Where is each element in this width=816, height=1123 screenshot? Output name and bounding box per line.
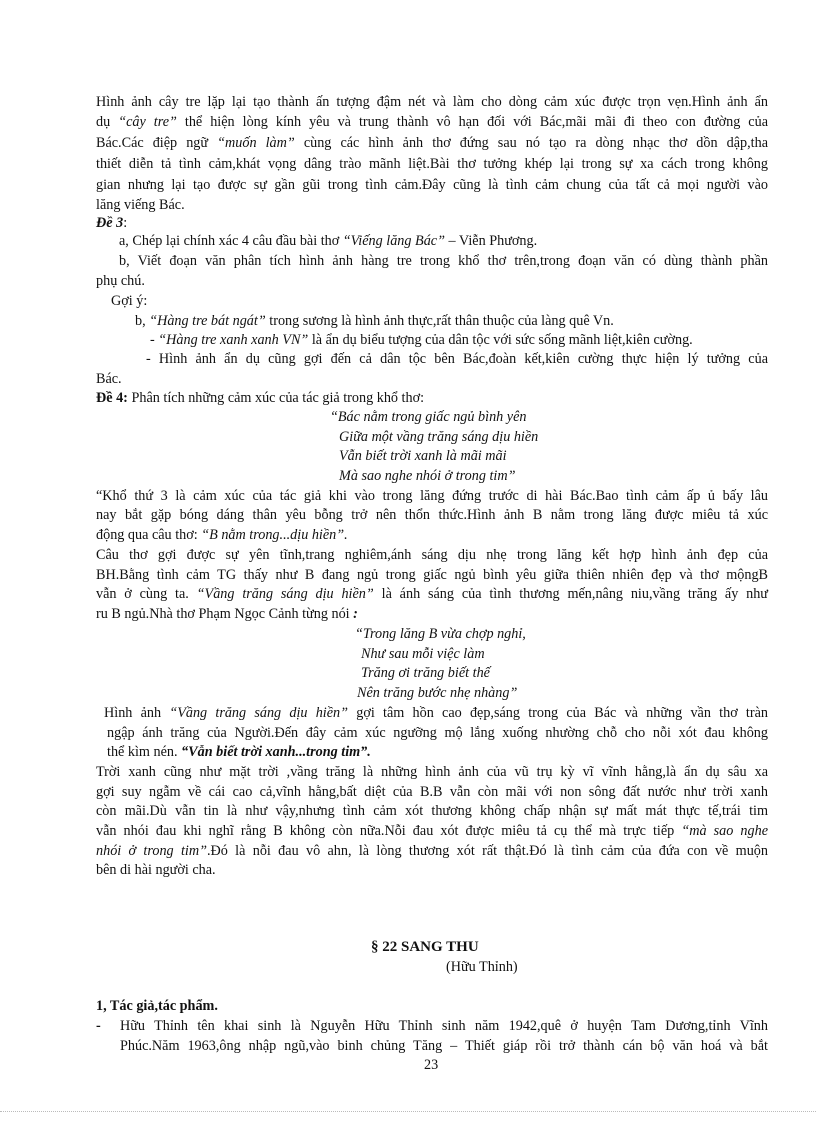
poem-line: Mà sao nghe nhói ở trong tim” [339,468,516,484]
de4-p5: BH.Bằng tình cảm TG thấy như B đang ngủ trong giấc ngủ bình yêu giữa thiên nhiên đẹp và thơ mộngB [96,567,768,583]
de3-b-line2: phụ chú. [96,273,145,289]
text: là ẩn dụ biểu tượng của dân tộc với sức sống mãnh liệt,kiên cường. [308,332,693,348]
de3-goiy-4: Bác. [96,371,122,387]
poem-line: Vẫn biết trời xanh là mãi mãi [339,448,507,464]
de4-p1: “Khổ thứ 3 là cảm xúc của tác giả khi vào trong lăng đứng trước di hài Bác.Bao tình cảm ấp ủ bấy lâu [96,488,768,504]
italic-quote: nhói ở trong tim” [96,843,207,859]
poem-line: Như sau mỗi việc làm [361,646,485,662]
text: trong sương là hình ảnh thực,rất thân thuộc của làng quê Vn. [265,313,614,329]
para1-line5: gian nhưng lại tạo được sự gần gũi trong tình cảm.Đây cũng là tình cảm chung của tất cả mọi người vào [96,177,768,193]
text: vẫn ở cùng ta. [96,586,197,602]
italic-quote: “Hàng tre bát ngát” [149,313,266,329]
para1-line2 [96,113,768,132]
text: Bác.Các điệp ngữ [96,135,218,151]
text: thể kìm nén. [107,744,182,760]
page-number: 23 [424,1057,439,1073]
heading: Đề 4: [96,390,128,406]
para1-line1: Hình ảnh cây tre lặp lại tạo thành ấn tượng đậm nét và làm cho dòng cảm xúc được trọn vẹn.Hình ảnh ẩn [96,94,768,110]
italic-quote: “Vẫn biết trời xanh...trong tim”. [181,744,371,760]
poem-line: “Trong lăng B vừa chợp nghỉ, [355,626,526,642]
text: : [353,606,358,622]
de4-r4 [96,822,768,841]
italic-quote: “Vầng trăng sáng dịu hiền” [169,705,349,721]
page-footer-divider [0,1111,816,1112]
italic-quote: “Hàng tre xanh xanh VN” [158,332,309,348]
poem-line: Nên trăng bước nhẹ nhàng” [357,685,518,701]
de4-r3: còn mãi.Dù vẫn tin là như vậy,nhưng tình cảm xót thương không chấp nhận sự mất mát thực tế,trái tim [96,803,768,819]
bullet: - [96,1018,101,1034]
de4-r6: bên di hài người cha. [96,862,216,878]
text: a, Chép lại chính xác 4 câu đầu bài thơ [119,233,343,249]
text: ru B ngủ.Nhà thơ Phạm Ngọc Cảnh từng nói [96,606,354,622]
de3-goiy-b [135,312,807,331]
text: Phân tích những cảm xúc của tác giả trong khổ thơ: [127,390,425,406]
de3-b-line1: b, Viết đoạn văn phân tích hình ảnh hàng tre trong khổ thơ trên,trong đoạn văn có dùng thành phần [119,253,768,269]
poem-line: Giữa một vầng trăng sáng dịu hiền [339,429,539,445]
de4-heading [96,389,768,408]
de4-p6 [96,585,768,604]
de4-p7 [96,605,768,624]
section-author: (Hữu Thỉnh) [446,959,518,975]
de4-r5 [96,842,768,861]
italic-quote: “mà sao nghe [681,823,768,839]
text: vẫn nhói đau khi nghĩ rằng B không còn nữa.Nỗi đau xót được miêu tả cụ thể mà trực tiếp [96,823,682,839]
heading: Đề 3 [96,215,124,231]
de3-goiy-3: - Hình ảnh ẩn dụ cũng gợi đến cả dân tộc bên Bác,đoàn kết,kiên cường thực hiện lý tưởng của [146,351,768,367]
poem-line: Trăng ơi trăng biết thế [361,665,490,681]
section-line2: Phúc.Năm 1963,ông nhập ngũ,vào binh chủng Tăng – Thiết giáp rồi trở thành cán bộ văn hoá và bắt [120,1038,768,1054]
text: b, [135,313,150,329]
italic-quote: “Vầng trăng sáng dịu hiền” [196,586,374,602]
text: là ánh sáng của tình thương mến,nâng niu,vầng trăng ấy như [373,586,768,602]
text: .Đó là nỗi đau vô ahn, là lòng thương xót rất thật.Đó là tình cảm của đứa con về muộn [206,843,768,859]
de4-q3 [107,743,779,762]
de4-p3 [96,526,768,545]
italic-quote: “Viếng lăng Bác” [342,233,445,249]
text: dụ [96,114,119,130]
italic-quote: “cây tre” [118,114,177,130]
text: : [123,215,128,231]
de4-r1: Trời xanh cũng như mặt trời ,vầng trăng là những hình ảnh của vũ trụ kỳ vĩ vĩnh hằng,là ẩn dụ sâu xa [96,764,768,780]
text: thể hiện lòng kính yêu và trung thành vô hạn đối với Bác,mãi mãi đi theo con đường của [176,114,768,130]
text: – Viễn Phương. [445,233,538,249]
text: - [150,332,159,348]
de4-p2: nay bắt gặp bóng dáng thân yêu bỗng trở nên thổn thức.Hình ảnh B nằm trong lăng được miêu tả xúc [96,507,768,523]
de4-q2: ngập ánh trăng của Người.Đến đây cảm xúc ngưỡng mộ lắng xuống nhường chỗ cho nỗi xót đau không [107,725,768,741]
de4-q1 [104,704,768,723]
section-heading-1: 1, Tác giả,tác phẩm. [96,998,218,1014]
para1-line6: lăng viếng Bác. [96,197,185,213]
text: cùng các hình ảnh thơ đứng sau nó tạo ra dòng nhạc thơ dồn dập,tha [294,135,768,151]
text: Hình ảnh [104,705,170,721]
italic-quote: “B nằm trong...dịu hiền”. [201,527,348,543]
de3-goiy-2 [150,331,816,350]
text: động qua câu thơ: [96,527,202,543]
italic-quote: “muốn làm” [217,135,295,151]
de3-heading [96,214,768,233]
de3-a [119,232,791,251]
para1-line3 [96,134,768,153]
poem-line: “Bác nằm trong giấc ngủ bình yên [330,409,527,425]
de4-r2: gợi suy ngẫm về cái cao cả,vĩnh hằng,bất diệt của B.B vẫn còn mãi với non sông đất nước như trời xanh [96,784,768,800]
text: gợi tâm hồn cao đẹp,sáng trong của Bác và những vần thơ tràn [348,705,768,721]
section-line1: Hữu Thỉnh tên khai sinh là Nguyễn Hữu Thỉnh sinh năm 1942,quê ở huyện Tam Dương,tỉnh Vĩnh [120,1018,768,1034]
section-title: § 22 SANG THU [371,939,479,955]
para1-line4: thiết diễn tả tình cảm,khát vọng dâng trào mãnh liệt.Bài thơ tưởng khép lại trong sự xa cách trong không [96,156,768,172]
de4-p4: Câu thơ gợi được sự yên tĩnh,trang nghiêm,ánh sáng dịu nhẹ trong lăng kết hợp hình ảnh đẹp của [96,547,768,563]
de3-goiy: Gợi ý: [111,293,148,309]
